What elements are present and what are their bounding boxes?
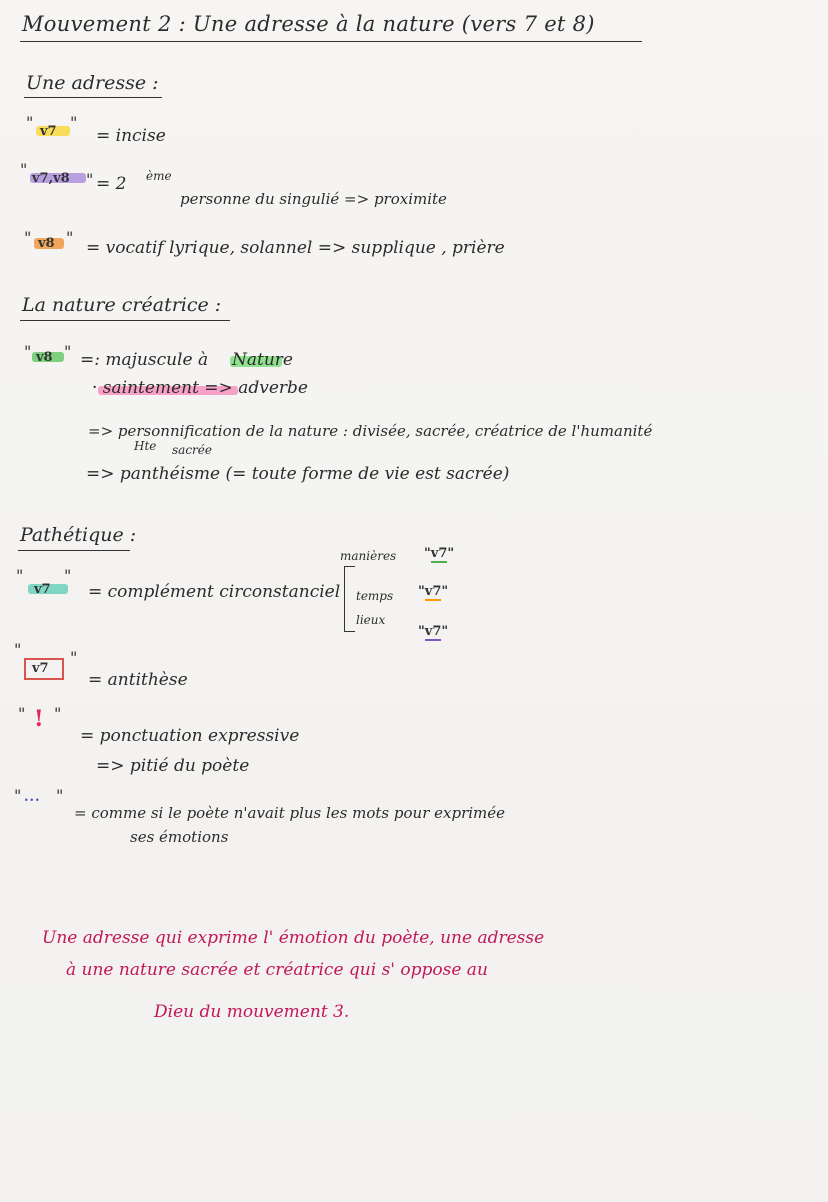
branch-tag-lieux: "v7" (418, 624, 449, 639)
quote-mark: " (86, 170, 94, 189)
section-underline (18, 550, 130, 551)
verse-tag: v7 (34, 582, 51, 597)
word-nature: Nature (232, 350, 293, 370)
quote-mark: " (66, 228, 74, 247)
line-saintement: · saintement => adverbe (92, 378, 308, 398)
verse-tag: v7 (32, 661, 49, 676)
line-majuscule: =: majuscule à (80, 350, 209, 370)
quote-mark: " (26, 113, 34, 132)
line-pitie: => pitié du poète (96, 756, 250, 776)
branch-lieux: lieux (356, 613, 386, 627)
conclusion-line-1: Une adresse qui exprime l' émotion du poète, une adresse (42, 928, 545, 948)
quote-mark: " (24, 342, 32, 361)
section-heading-nature: La nature créatrice : (22, 294, 222, 316)
verse-tag: v8 (36, 350, 53, 365)
quote-mark: " (70, 648, 78, 667)
quote-mark: " (16, 566, 24, 585)
quote-mark: " (14, 786, 22, 805)
line-comme-si: = comme si le poète n'avait plus les mots pour exprimée (74, 804, 506, 822)
quote-mark: " (64, 342, 72, 361)
line-incise: = incise (96, 126, 166, 146)
quote-mark: " (14, 640, 22, 659)
quote-mark: " (56, 786, 64, 805)
quote-mark: " (54, 704, 62, 723)
branch-tag-manieres: "v7" (424, 546, 455, 561)
line-personne-eq: = 2 (96, 174, 127, 194)
section-underline (20, 320, 230, 321)
verse-tag: v7 (40, 124, 57, 139)
verse-tag: v7,v8 (32, 171, 70, 186)
line-vocatif: = vocatif lyrique, solannel => supplique , prière (86, 238, 505, 258)
line-antithese: = antithèse (88, 670, 188, 690)
page-title: Mouvement 2 : Une adresse à la nature (vers 7 et 8) (22, 12, 595, 36)
verse-tag: v8 (38, 236, 55, 251)
quote-mark: " (24, 228, 32, 247)
branch-manieres: manières (340, 549, 397, 563)
quote-mark: " (64, 566, 72, 585)
line-complement: = complément circonstanciel (88, 582, 341, 602)
line-personnification: => personnification de la nature : divisée, sacrée, créatrice de l'humanité (88, 422, 653, 440)
annotation-sacree: sacrée (172, 443, 212, 457)
section-heading-adresse: Une adresse : (26, 72, 159, 94)
superscript-eme: ème (146, 169, 172, 183)
section-underline (24, 97, 162, 98)
annotation-hte: Hte (134, 439, 157, 453)
conclusion-line-2: à une nature sacrée et créatrice qui s' oppose au (66, 960, 488, 980)
section-heading-pathetique: Pathétique : (20, 524, 137, 546)
line-emotions: ses émotions (130, 828, 229, 846)
quote-mark: " (18, 704, 26, 723)
conclusion-line-3: Dieu du mouvement 3. (154, 1002, 350, 1022)
brace (344, 566, 355, 632)
quote-mark: " (20, 160, 28, 179)
ellipsis-mark: ... (24, 790, 41, 805)
quote-mark: " (70, 113, 78, 132)
line-pantheisme: => panthéisme (= toute forme de vie est sacrée) (86, 464, 510, 484)
branch-tag-temps: "v7" (418, 584, 449, 599)
title-underline (20, 41, 642, 42)
line-personne: personne du singulié => proximite (180, 190, 447, 208)
exclamation-mark: ! (34, 706, 44, 732)
line-ponctuation: = ponctuation expressive (80, 726, 300, 746)
branch-temps: temps (356, 589, 394, 603)
